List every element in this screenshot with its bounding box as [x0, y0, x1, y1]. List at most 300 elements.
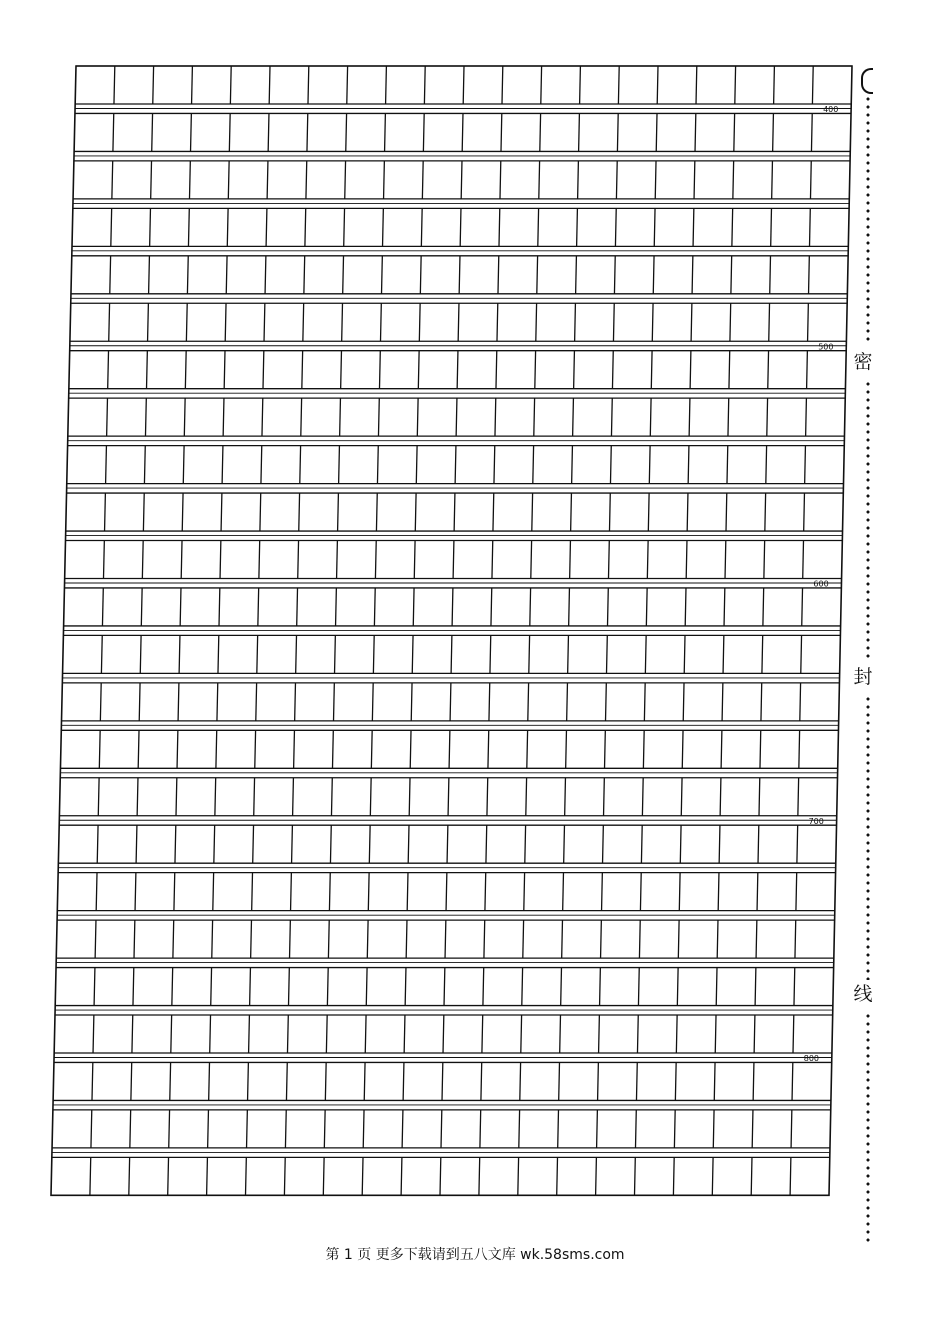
cell-divider: [804, 493, 805, 531]
cell-divider: [423, 113, 424, 151]
cell-divider: [219, 588, 220, 626]
cell-divider: [607, 588, 608, 626]
cell-divider: [729, 351, 730, 389]
cell-divider: [382, 256, 383, 294]
cell-divider: [685, 588, 686, 626]
cell-divider: [490, 635, 491, 673]
cell-divider: [695, 113, 696, 151]
cell-divider: [324, 1110, 325, 1148]
cell-divider: [723, 635, 724, 673]
cell-divider: [95, 920, 96, 958]
cell-divider: [211, 968, 212, 1006]
cell-divider: [502, 66, 503, 104]
cell-divider: [141, 588, 142, 626]
cell-divider: [90, 1157, 91, 1195]
cell-divider: [609, 493, 610, 531]
cell-divider: [719, 825, 720, 863]
cell-divider: [598, 1062, 599, 1100]
cell-divider: [378, 398, 379, 436]
cell-divider: [96, 873, 97, 911]
cell-divider: [149, 256, 150, 294]
cell-divider: [794, 968, 795, 1006]
cell-divider: [680, 825, 681, 863]
cell-divider: [559, 1062, 560, 1100]
cell-divider: [567, 683, 568, 721]
cell-divider: [572, 446, 573, 484]
cell-divider: [557, 1157, 558, 1195]
cell-divider: [562, 920, 563, 958]
cell-divider: [171, 1015, 172, 1053]
cell-divider: [406, 920, 407, 958]
cell-divider: [109, 303, 110, 341]
cell-divider: [183, 446, 184, 484]
cell-divider: [482, 1015, 483, 1053]
cell-divider: [728, 398, 729, 436]
cell-divider: [372, 683, 373, 721]
grid-row: [73, 161, 850, 204]
cell-divider: [635, 1157, 636, 1195]
cell-divider: [616, 161, 617, 199]
cell-divider: [144, 446, 145, 484]
grid-row: [66, 493, 844, 536]
cell-divider: [578, 161, 579, 199]
cell-divider: [254, 778, 255, 816]
cell-divider: [716, 968, 717, 1006]
cell-divider: [374, 588, 375, 626]
cell-divider: [182, 493, 183, 531]
grid-row: [51, 1157, 830, 1195]
grid-row: [64, 588, 842, 631]
cell-divider: [610, 446, 611, 484]
cell-divider: [440, 1157, 441, 1195]
cell-divider: [569, 588, 570, 626]
cell-divider: [806, 398, 807, 436]
cell-divider: [253, 825, 254, 863]
cell-divider: [635, 1110, 636, 1148]
cell-divider: [771, 208, 772, 246]
cell-divider: [129, 1157, 130, 1195]
cell-divider: [682, 730, 683, 768]
seal-line-dots: [866, 695, 870, 980]
cell-divider: [673, 1157, 674, 1195]
cell-divider: [501, 113, 502, 151]
cell-divider: [419, 303, 420, 341]
cell-divider: [600, 968, 601, 1006]
cell-divider: [457, 351, 458, 389]
cell-divider: [790, 1157, 791, 1195]
cell-divider: [656, 113, 657, 151]
cell-divider: [679, 873, 680, 911]
cell-divider: [342, 303, 343, 341]
cell-divider: [530, 588, 531, 626]
cell-divider: [175, 825, 176, 863]
cell-divider: [570, 541, 571, 579]
cell-divider: [403, 1062, 404, 1100]
cell-divider: [249, 1015, 250, 1053]
cell-divider: [446, 873, 447, 911]
cell-divider: [480, 1110, 481, 1148]
cell-divider: [329, 873, 330, 911]
cell-divider: [810, 161, 811, 199]
cell-divider: [323, 1157, 324, 1195]
cell-divider: [576, 256, 577, 294]
cell-divider: [140, 635, 141, 673]
grid-row: [72, 208, 849, 251]
cell-divider: [220, 541, 221, 579]
cell-divider: [102, 588, 103, 626]
cell-divider: [520, 1062, 521, 1100]
cell-divider: [414, 541, 415, 579]
cell-divider: [339, 446, 340, 484]
grid-row: [69, 351, 846, 394]
grid-row: [54, 1015, 833, 1058]
cell-divider: [269, 66, 270, 104]
cell-divider: [773, 113, 774, 151]
cell-divider: [694, 161, 695, 199]
cell-divider: [693, 208, 694, 246]
cell-divider: [188, 208, 189, 246]
cell-divider: [340, 398, 341, 436]
cell-divider: [726, 493, 727, 531]
cell-divider: [344, 208, 345, 246]
cell-divider: [257, 635, 258, 673]
cell-divider: [296, 635, 297, 673]
cell-divider: [461, 161, 462, 199]
cell-divider: [798, 778, 799, 816]
grid-row: [57, 873, 835, 916]
cell-divider: [418, 351, 419, 389]
cell-divider: [580, 66, 581, 104]
cell-divider: [573, 398, 574, 436]
cell-divider: [734, 113, 735, 151]
cell-divider: [450, 683, 451, 721]
grid-row: [70, 303, 847, 346]
cell-divider: [259, 541, 260, 579]
cell-divider: [528, 683, 529, 721]
cell-divider: [186, 303, 187, 341]
cell-divider: [526, 778, 527, 816]
cell-divider: [766, 446, 767, 484]
cell-divider: [328, 920, 329, 958]
cell-divider: [208, 1110, 209, 1148]
cell-divider: [485, 873, 486, 911]
cell-divider: [304, 256, 305, 294]
cell-divider: [383, 208, 384, 246]
cell-divider: [564, 825, 565, 863]
cell-divider: [107, 398, 108, 436]
cell-divider: [757, 873, 758, 911]
cell-divider: [307, 113, 308, 151]
cell-divider: [797, 825, 798, 863]
cell-divider: [494, 446, 495, 484]
cell-divider: [760, 730, 761, 768]
seal-line-dots: [866, 380, 870, 660]
cell-divider: [803, 541, 804, 579]
seal-char-feng: 封: [853, 666, 873, 688]
cell-divider: [246, 1157, 247, 1195]
cell-divider: [152, 113, 153, 151]
grid-row: [59, 778, 837, 821]
cell-divider: [420, 256, 421, 294]
cell-divider: [325, 1062, 326, 1100]
cell-divider: [579, 113, 580, 151]
cell-divider: [676, 1015, 677, 1053]
cell-divider: [336, 588, 337, 626]
cell-divider: [223, 398, 224, 436]
cell-divider: [409, 778, 410, 816]
seal-line-dots: [866, 1012, 870, 1242]
cell-divider: [484, 920, 485, 958]
cell-divider: [654, 208, 655, 246]
cell-divider: [286, 1062, 287, 1100]
cell-divider: [811, 113, 812, 151]
cell-divider: [343, 256, 344, 294]
cell-divider: [558, 1110, 559, 1148]
cell-divider: [615, 208, 616, 246]
cell-divider: [809, 256, 810, 294]
cell-divider: [284, 1157, 285, 1195]
cell-divider: [761, 683, 762, 721]
cell-divider: [689, 398, 690, 436]
cell-divider: [539, 161, 540, 199]
cell-divider: [113, 113, 114, 151]
cell-divider: [292, 825, 293, 863]
grid-row: [71, 256, 848, 298]
cell-divider: [642, 778, 643, 816]
cell-divider: [639, 920, 640, 958]
cell-divider: [597, 1110, 598, 1148]
grid-row: [67, 446, 845, 489]
cell-divider: [521, 1015, 522, 1053]
cell-divider: [536, 303, 537, 341]
cell-divider: [326, 1015, 327, 1053]
cell-divider: [523, 920, 524, 958]
cell-divider: [487, 778, 488, 816]
cell-divider: [138, 730, 139, 768]
cell-divider: [345, 161, 346, 199]
cell-divider: [185, 351, 186, 389]
cell-divider: [717, 920, 718, 958]
cell-divider: [299, 493, 300, 531]
cell-divider: [444, 968, 445, 1006]
count-marker: 400: [823, 105, 839, 114]
cell-divider: [179, 635, 180, 673]
cell-divider: [497, 303, 498, 341]
cell-divider: [618, 66, 619, 104]
cell-divider: [730, 303, 731, 341]
cell-divider: [114, 66, 115, 104]
cell-divider: [365, 1015, 366, 1053]
cell-divider: [800, 683, 801, 721]
cell-divider: [266, 208, 267, 246]
cell-divider: [445, 920, 446, 958]
cell-divider: [217, 683, 218, 721]
cell-divider: [180, 588, 181, 626]
cell-divider: [151, 161, 152, 199]
cell-divider: [522, 968, 523, 1006]
cell-divider: [462, 113, 463, 151]
cell-divider: [110, 256, 111, 294]
cell-divider: [302, 351, 303, 389]
cell-divider: [407, 873, 408, 911]
cell-divider: [524, 873, 525, 911]
cell-divider: [459, 256, 460, 294]
cell-divider: [718, 873, 719, 911]
count-marker: 800: [803, 1054, 820, 1063]
cell-divider: [805, 446, 806, 484]
cell-divider: [637, 1015, 638, 1053]
cell-divider: [225, 303, 226, 341]
cell-divider: [496, 351, 497, 389]
seal-char-mi: 密: [853, 351, 873, 373]
cell-divider: [571, 493, 572, 531]
cell-divider: [173, 920, 174, 958]
cell-divider: [289, 968, 290, 1006]
cell-divider: [369, 825, 370, 863]
cell-divider: [441, 1110, 442, 1148]
page-footer: 第 1 页 更多下载请到五八文库 wk.58sms.com: [325, 1247, 625, 1263]
count-marker: 700: [808, 816, 824, 826]
cell-divider: [691, 303, 692, 341]
cell-divider: [285, 1110, 286, 1148]
cell-divider: [424, 66, 425, 104]
cell-divider: [612, 351, 613, 389]
cell-divider: [133, 968, 134, 1006]
cell-divider: [267, 161, 268, 199]
cell-divider: [454, 493, 455, 531]
cell-divider: [533, 446, 534, 484]
cell-divider: [481, 1062, 482, 1100]
cell-divider: [106, 446, 107, 484]
cell-divider: [94, 968, 95, 1006]
cell-divider: [795, 920, 796, 958]
cell-divider: [641, 825, 642, 863]
cell-divider: [696, 66, 697, 104]
cell-divider: [640, 873, 641, 911]
cell-divider: [442, 1062, 443, 1100]
cell-divider: [251, 920, 252, 958]
cell-divider: [758, 825, 759, 863]
cell-divider: [136, 825, 137, 863]
grid-row: [55, 968, 834, 1011]
grid-row: [56, 920, 834, 963]
cell-divider: [402, 1110, 403, 1148]
cell-divider: [268, 113, 269, 151]
cell-divider: [215, 778, 216, 816]
cell-divider: [148, 303, 149, 341]
cell-divider: [483, 968, 484, 1006]
cell-divider: [218, 635, 219, 673]
cell-divider: [683, 683, 684, 721]
grid-row: [74, 113, 851, 156]
cell-divider: [153, 66, 154, 104]
cell-divider: [405, 968, 406, 1006]
cell-divider: [613, 303, 614, 341]
cell-divider: [488, 730, 489, 768]
cell-divider: [498, 256, 499, 294]
cell-divider: [602, 873, 603, 911]
cell-divider: [531, 541, 532, 579]
cell-divider: [561, 968, 562, 1006]
cell-divider: [463, 66, 464, 104]
cell-divider: [375, 541, 376, 579]
cell-divider: [294, 730, 295, 768]
cell-divider: [142, 541, 143, 579]
cell-divider: [603, 825, 604, 863]
cell-divider: [764, 541, 765, 579]
cell-divider: [111, 208, 112, 246]
cell-divider: [568, 635, 569, 673]
cell-divider: [452, 588, 453, 626]
cell-divider: [227, 208, 228, 246]
cell-divider: [519, 1110, 520, 1148]
cell-divider: [416, 446, 417, 484]
cell-divider: [443, 1015, 444, 1053]
cell-divider: [306, 161, 307, 199]
cell-divider: [540, 113, 541, 151]
cell-divider: [172, 968, 173, 1006]
cell-divider: [560, 1015, 561, 1053]
cell-divider: [178, 683, 179, 721]
cell-divider: [417, 398, 418, 436]
cell-divider: [455, 446, 456, 484]
cell-divider: [650, 398, 651, 436]
cell-divider: [139, 683, 140, 721]
cell-divider: [774, 66, 775, 104]
cell-divider: [335, 635, 336, 673]
cell-divider: [538, 208, 539, 246]
cell-divider: [649, 446, 650, 484]
cell-divider: [453, 541, 454, 579]
cell-divider: [248, 1062, 249, 1100]
cell-divider: [767, 398, 768, 436]
cell-divider: [381, 303, 382, 341]
cell-divider: [692, 256, 693, 294]
cell-divider: [793, 1015, 794, 1053]
cell-divider: [250, 968, 251, 1006]
cell-divider: [93, 1015, 94, 1053]
cell-divider: [762, 635, 763, 673]
cell-divider: [334, 683, 335, 721]
cell-divider: [638, 968, 639, 1006]
grid-row: [65, 541, 843, 584]
cell-divider: [448, 778, 449, 816]
cell-divider: [451, 635, 452, 673]
cell-divider: [604, 778, 605, 816]
seal-char-xian: 线: [853, 983, 873, 1005]
cell-divider: [493, 493, 494, 531]
cell-divider: [330, 825, 331, 863]
seal-line-dots: [866, 95, 870, 345]
cell-divider: [808, 303, 809, 341]
cell-divider: [617, 113, 618, 151]
cell-divider: [605, 730, 606, 768]
cell-divider: [765, 493, 766, 531]
cell-divider: [134, 920, 135, 958]
cell-divider: [525, 825, 526, 863]
cell-divider: [534, 398, 535, 436]
cell-divider: [181, 541, 182, 579]
cell-divider: [807, 351, 808, 389]
cell-divider: [300, 446, 301, 484]
cell-divider: [260, 493, 261, 531]
cell-divider: [137, 778, 138, 816]
cell-divider: [92, 1062, 93, 1100]
cell-divider: [261, 446, 262, 484]
cell-divider: [575, 303, 576, 341]
cell-divider: [810, 208, 811, 246]
cell-divider: [308, 66, 309, 104]
